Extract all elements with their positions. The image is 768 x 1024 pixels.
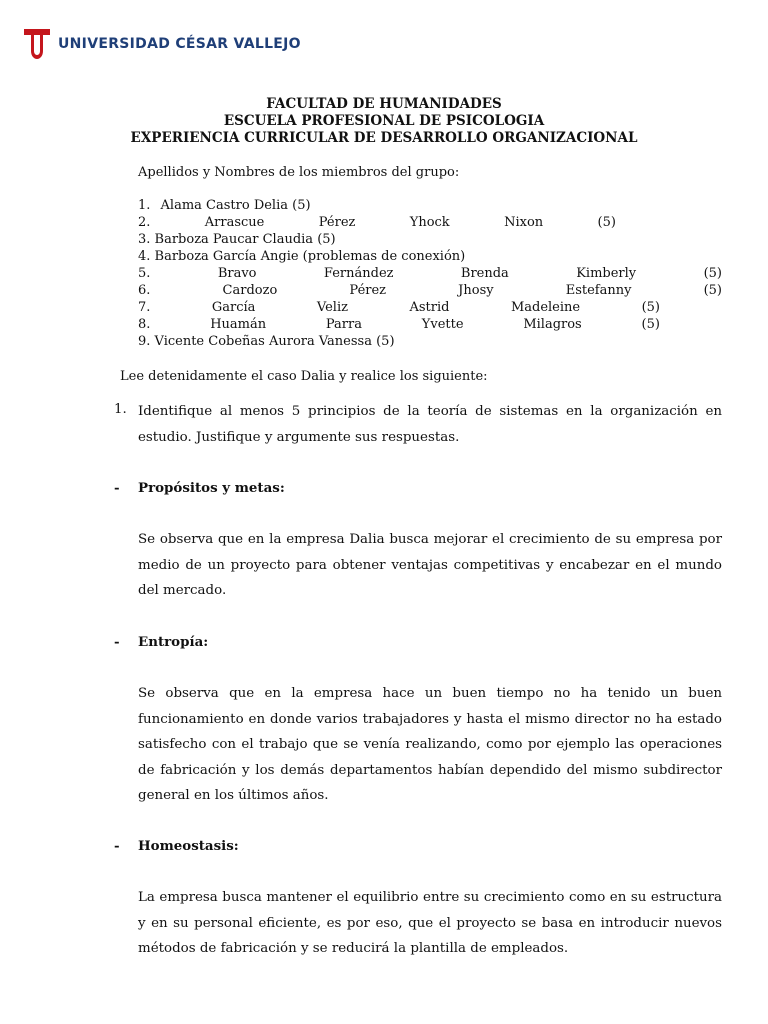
members-intro: Apellidos y Nombres de los miembros del grupo: bbox=[138, 165, 460, 180]
section-bullet: - bbox=[114, 480, 120, 496]
section-paragraph: Se observa que en la empresa hace un buen tiempo no ha tenido un buen funcionamiento en donde varios trabajadores y hasta el mismo director no ha estado satisfecho con el trabajo que se venía realizando, como por ejemplo las operaciones de fabricación y los demás departamentos habían dependido del mismo subdirector general en los últimos años. bbox=[138, 686, 722, 803]
school-title: ESCUELA PROFESIONAL DE PSICOLOGIA bbox=[223, 113, 545, 129]
question-number: 1. bbox=[114, 402, 127, 417]
ucv-emblem-icon bbox=[22, 27, 52, 61]
course-title: EXPERIENCIA CURRICULAR DE DESARROLLO ORGANIZACIONAL bbox=[130, 130, 638, 146]
member-row: 9. Vicente Cobeñas Aurora Vanessa (5) bbox=[138, 334, 395, 349]
member-row: 7. García Veliz Astrid Madeleine (5) bbox=[138, 300, 660, 315]
member-row: 6. Cardozo Pérez Jhosy Estefanny (5) bbox=[138, 283, 722, 298]
member-row: 4. Barboza García Angie (problemas de conexión) bbox=[138, 249, 466, 264]
section-paragraph: Se observa que en la empresa Dalia busca mejorar el crecimiento de su empresa por medio de un proyecto para obtener ventajas competitivas y encabezar en el mundo del mercado. bbox=[138, 532, 722, 598]
member-row: 3. Barboza Paucar Claudia (5) bbox=[138, 232, 336, 247]
instruction-text: Lee detenidamente el caso Dalia y realice los siguiente: bbox=[120, 369, 488, 384]
section-heading: Propósitos y metas: bbox=[138, 480, 285, 496]
section-paragraph: La empresa busca mantener el equilibrio entre su crecimiento como en su estructura y en su personal eficiente, es por eso, que el proyecto se basa en introducir nuevos métodos de fabricación y se reducirá la plantilla de empleados. bbox=[138, 890, 722, 956]
member-row: 2. Arrascue Pérez Yhock Nixon (5) bbox=[138, 215, 616, 230]
university-name: UNIVERSIDAD CÉSAR VALLEJO bbox=[58, 36, 301, 52]
section-bullet: - bbox=[114, 634, 120, 650]
university-logo bbox=[22, 27, 301, 61]
section-heading: Entropía: bbox=[138, 634, 209, 650]
member-row: 1. Alama Castro Delia (5) bbox=[138, 198, 311, 213]
section-bullet: - bbox=[114, 838, 120, 854]
section-heading: Homeostasis: bbox=[138, 838, 239, 854]
member-row: 8. Huamán Parra Yvette Milagros (5) bbox=[138, 317, 660, 332]
faculty-title: FACULTAD DE HUMANIDADES bbox=[266, 96, 502, 112]
question-text: Identifique al menos 5 principios de la teoría de sistemas en la organización en estudio. Justifique y argumente sus respuestas. bbox=[138, 404, 722, 445]
member-row: 5. Bravo Fernández Brenda Kimberly (5) bbox=[138, 266, 722, 281]
